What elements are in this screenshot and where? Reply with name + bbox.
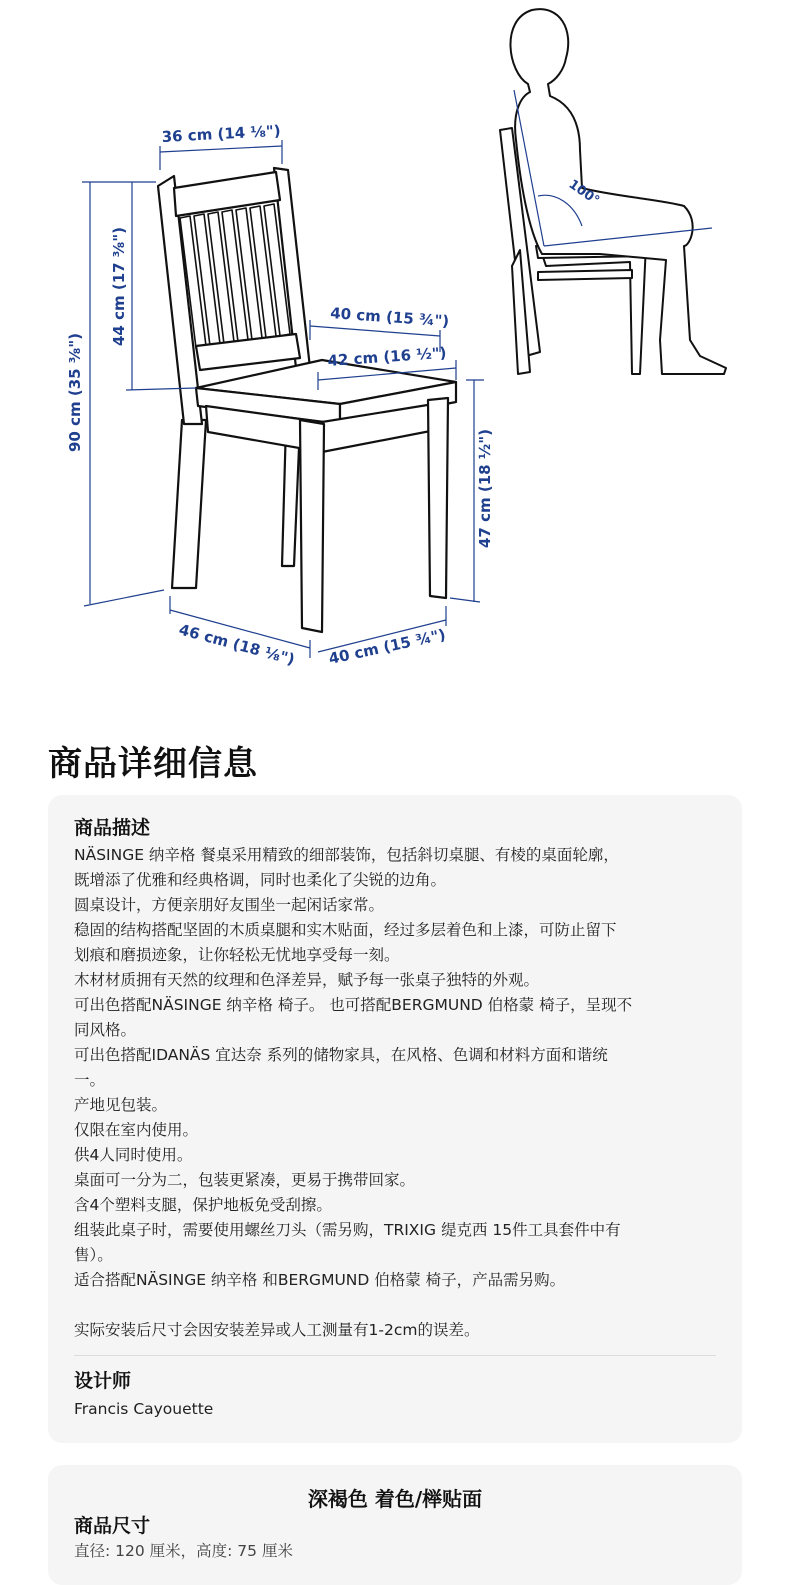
desc-line: 适合搭配NÄSINGE 纳辛格 和BERGMUND 伯格蒙 椅子，产品需另购。 <box>74 1271 566 1289</box>
desc-spacer <box>74 1293 716 1318</box>
size-title: 商品尺寸 <box>74 1515 151 1537</box>
size-line: 直径: 120 厘米，高度: 75 厘米 <box>74 1542 293 1560</box>
desc-line: 仅限在室内使用。 <box>74 1121 199 1139</box>
page-title: 商品详细信息 <box>48 744 258 784</box>
section-divider <box>74 1355 716 1356</box>
desc-line: 可出色搭配IDANÄS 宜达奈 系列的储物家具，在风格、色调和材料方面和谐统 <box>74 1046 608 1064</box>
desc-line: 售）。 <box>74 1246 113 1264</box>
desc-line: 圆桌设计，方便亲朋好友围坐一起闲话家常。 <box>74 896 385 914</box>
recline-angle-label: 100° <box>565 176 602 209</box>
chair-illustration <box>158 168 456 632</box>
designer-title: 设计师 <box>74 1370 132 1392</box>
description-body <box>74 843 716 1343</box>
desc-line: 同风格。 <box>74 1021 137 1039</box>
desc-line: 组装此桌子时，需要使用螺丝刀头（需另购，TRIXIG 缇克西 15件工具套件中有 <box>74 1221 621 1239</box>
dim-base-depth: 46 cm (18 ⅛") <box>176 620 297 669</box>
dim-base-width: 40 cm (15 ¾") <box>327 625 448 668</box>
product-color: 深褐色 着色/榉贴面 <box>307 1487 483 1511</box>
dim-seat-depth: 40 cm (15 ¾") <box>329 304 450 331</box>
desc-line: 既增添了优雅和经典格调，同时也柔化了尖锐的边角。 <box>74 871 447 889</box>
measurement-note: 实际安装后尺寸会因安装差异或人工测量有1-2cm的误差。 <box>74 1321 480 1339</box>
chair-dimension-diagram <box>0 0 790 700</box>
desc-line: 产地见包装。 <box>74 1096 168 1114</box>
dim-total-height: 90 cm (35 ⅜") <box>66 333 84 452</box>
desc-line: 稳固的结构搭配坚固的木质桌腿和实木贴面，经过多层着色和上漆，可防止留下 <box>74 921 617 939</box>
product-size-card <box>48 1465 742 1585</box>
desc-line: 含4个塑料支腿，保护地板免受刮擦。 <box>74 1196 332 1214</box>
desc-line: 供4人同时使用。 <box>74 1146 193 1164</box>
dim-width-top: 36 cm (14 ⅛") <box>161 121 282 146</box>
desc-line: 木材材质拥有天然的纹理和色泽差异，赋予每一张桌子独特的外观。 <box>74 971 540 989</box>
product-details-card <box>48 795 742 1443</box>
description-title: 商品描述 <box>74 817 151 839</box>
desc-line: 一。 <box>74 1071 106 1089</box>
desc-line: NÄSINGE 纳辛格 餐桌采用精致的细部装饰，包括斜切桌腿、有棱的桌面轮廓， <box>74 846 619 864</box>
desc-line: 可出色搭配NÄSINGE 纳辛格 椅子。 也可搭配BERGMUND 伯格蒙 椅子，呈现不 <box>74 996 633 1014</box>
dim-back-height: 44 cm (17 ⅜") <box>110 227 128 346</box>
dim-seat-height: 47 cm (18 ½") <box>476 429 494 548</box>
desc-line: 划痕和磨损迹象，让你轻松无忧地享受每一刻。 <box>74 946 400 964</box>
desc-line: 桌面可一分为二，包装更紧凑，更易于携带回家。 <box>74 1171 416 1189</box>
dim-seat-width: 42 cm (16 ½") <box>327 343 447 370</box>
designer-name: Francis Cayouette <box>74 1400 214 1418</box>
